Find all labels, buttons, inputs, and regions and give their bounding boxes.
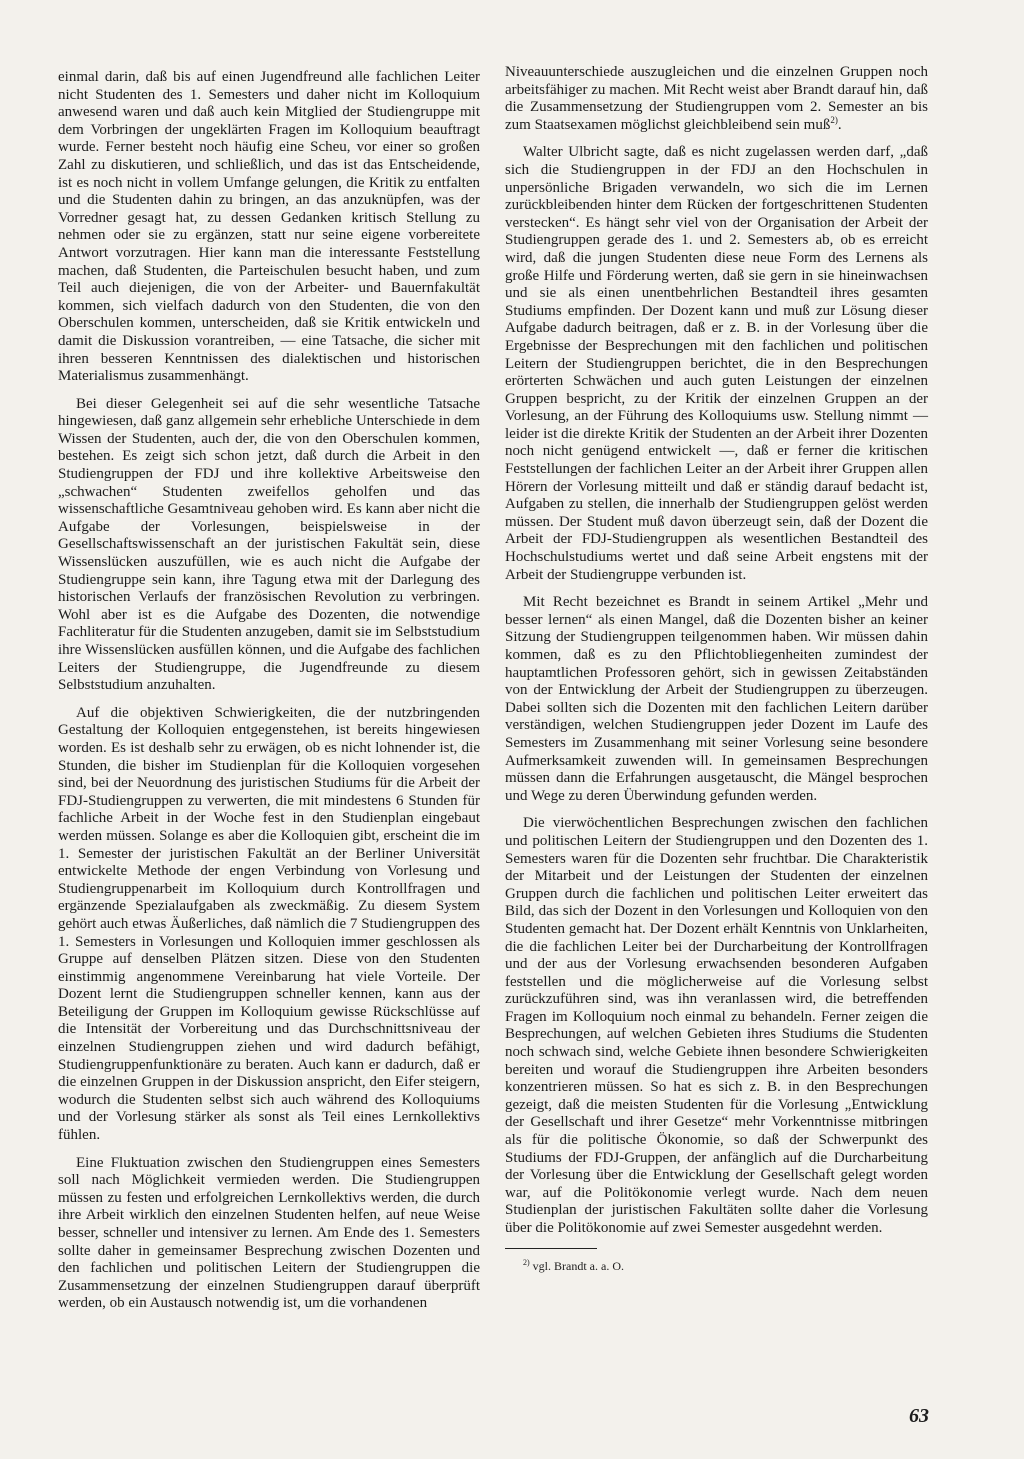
footnote-divider xyxy=(505,1248,597,1249)
footnote xyxy=(505,1259,928,1273)
paragraph: Bei dieser Gelegenheit sei auf die sehr wesentliche Tatsache hingewiesen, daß ganz allgemein sehr erhebliche Unterschiede in dem Wissen der Studenten, auch der, die von den Oberschulen kommen, bestehen. Es zeigt sich schon jetzt, daß durch die Arbeit in den Studiengruppen der FDJ und ihre kollektive Arbeitsweise den „schwachen“ Studenten zweifellos geholfen und das wissenschaftliche Gesamtniveau gehoben wird. Es kann aber nicht die Aufgabe der Vorlesungen, beispielsweise in der Gesellschaftswissenschaft an der juristischen Fakultät sein, diese Wissenslücken auszufüllen, wie es auch nicht die Aufgabe der Studiengruppe sein kann, ihre Tagung etwa mit der Darlegung des historischen Verlaufs der französischen Revolution zu verbringen. Wohl aber ist es die Aufgabe des Dozenten, die notwendige Fachliteratur für die Studenten anzugeben, damit sie im Selbststudium ihre Wissenslücken ausfüllen können, und die Aufgabe des fachlichen Leiters der Studiengruppe, die Jugendfreunde zu diesem Selbststudium anzuhalten. xyxy=(58,395,480,694)
paragraph: Auf die objektiven Schwierigkeiten, die der nutzbringenden Gestaltung der Kolloquien entgegenstehen, ist bereits hingewiesen worden. Es ist deshalb sehr zu erwägen, ob es nicht lohnender ist, die Stunden, die bisher im Studienplan für die Kolloquien vorgesehen sind, bei der Neuordnung des juristischen Studiums für die Arbeit der FDJ-Studiengruppen zu verwerten, die mit mindestens 6 Stunden für fachliche Arbeit in der Woche fest in den Studienplan eingebaut werden müssen. Solange es aber die Kolloquien gibt, erscheint die im 1. Semester der juristischen Fakultät an der Berliner Universität entwickelte Methode der engen Verbindung von Vorlesung und Studiengruppenarbeit im Kolloquium durch Kontrollfragen und ergänzende Spezialaufgaben als zweckmäßig. Zu diesem System gehört auch etwas Äußerliches, daß nämlich die 7 Studiengruppen des 1. Semesters in Vorlesungen und Kolloquien immer geschlossen als Gruppe auf denselben Plätzen sitzen. Diese von den Studenten einstimmig angenommene Vereinbarung hat viele Vorteile. Der Dozent lernt die Studiengruppen schneller kennen, kann aus der Beteiligung der Gruppen im Kolloquium gewisse Rückschlüsse auf die Intensität der Vorbereitung und das Durchschnittsniveau der einzelnen Studiengruppen ziehen und wird dadurch befähigt, Studiengruppenfunktionäre zu beraten. Auch kann er dadurch, daß er die einzelnen Gruppen in der Diskussion anspricht, den Eifer steigern, wodurch die Studenten selbst sich auch während des Kolloquiums und der Vorlesung stärker als sonst als Teil eines Lernkollektivs fühlen. xyxy=(58,704,480,1144)
paragraph: Die vierwöchentlichen Besprechungen zwischen den fachlichen und politischen Leitern der Studiengruppen und den Dozenten des 1. Semesters waren für die Dozenten sehr fruchtbar. Die Charakteristik der Mitarbeit und der Leistungen der Studenten der einzelnen Gruppen durch die fachlichen und politischen Leiter erweitert das Bild, das sich der Dozent in den Vorlesungen und Kolloquien von den Studenten gemacht hat. Der Dozent erhält Kenntnis von Unklarheiten, die die fachlichen Leiter bei der Durcharbeitung der Kontrollfragen und der aus der Vorlesung erwachsenden besonderen Aufgaben feststellen und die möglicherweise auf die Vorlesung selbst zurückzuführen sind, was ihn veranlassen wird, die betreffenden Fragen im Kolloquium noch einmal zu behandeln. Ferner zeigen die Besprechungen, auf welchen Gebieten ihres Studiums die Studenten noch schwach sind, welche Gebiete ihnen besondere Schwierigkeiten bereiten und worauf die Studiengruppen ihre Arbeiten besonders konzentrieren müssen. So hat es sich z. B. in den Besprechungen gezeigt, daß die meisten Studenten für die Vorlesung „Entwicklung der Gesellschaft und ihrer Gesetze“ mehr Vorkenntnisse mitbringen als für die politische Ökonomie, so daß der Schwerpunkt des Studiums der FDJ-Gruppen, der anfänglich auf die Durcharbeitung der Vorlesung über die Entwicklung der Gesellschaft gelegt worden war, auf die Politökonomie verlegt wurde. Nach dem neuen Studienplan der juristischen Fakultäten sollte daher die Vorlesung über die Politökonomie auf zwei Semester ausgedehnt werden. xyxy=(505,815,928,1236)
footnote-text: vgl. Brandt a. a. O. xyxy=(532,1258,624,1273)
paragraph: einmal darin, daß bis auf einen Jugendfreund alle fachlichen Leiter nicht Studenten des 1. Semesters und daher nicht im Kolloquium anwesend waren und daß auch kein Mitglied der Studiengruppe mit dem Vorbringen der ungeklärten Fragen im Kolloquium beauftragt wurde. Ferner besteht noch häufig eine Scheu, vor einer so großen Zahl zu diskutieren, und schließlich, und das ist das Entscheidende, ist es noch nicht in vollem Umfange gelungen, die Kritik zu entfalten und die Studenten dahin zu bringen, an das anzuknüpfen, was der Vorredner gesagt hat, zu dessen Gedanken kritisch Stellung zu nehmen oder sie zu ergänzen, statt nur seine eigene vorbereitete Antwort vorzutragen. Hier kann man die interessante Feststellung machen, daß Studenten, die Parteischulen besucht haben, und zum Teil auch diejenigen, die von der Arbeiter- und Bauernfakultät kommen, sich vielfach dadurch von den Studenten, die von den Oberschulen kommen, unterscheiden, daß sie Kritik entwickeln und damit die Diskussion vorantreiben, — eine Tatsache, die sicher mit ihren besseren Kenntnissen des dialektischen und historischen Materialismus zusammenhängt. xyxy=(58,69,480,385)
paragraph-text: Niveauunterschiede auszugleichen und die einzelnen Gruppen noch arbeitsfähiger zu machen. Mit Recht weist aber Brandt darauf hin, daß die Zusammensetzung der Studiengruppen vom 2. Semester an bis zum Staatsexamen möglichst gleichbleibend sein muß xyxy=(505,64,928,133)
left-column xyxy=(58,69,480,1323)
paragraph xyxy=(505,64,928,134)
page-number: 63 xyxy=(909,1405,929,1427)
footnote-mark: 2) xyxy=(523,1257,530,1267)
paragraph: Mit Recht bezeichnet es Brandt in seinem Artikel „Mehr und besser lernen“ als einen Mangel, daß die Dozenten bisher an keiner Sitzung der Studiengruppen teilgenommen haben. Wir müssen dahin kommen, daß es zu den Pflichtobliegenheiten zumindest der hauptamtlichen Professoren gehört, sich in gewissen Zeitabständen von der Entwicklung der Arbeit der Studiengruppen zu überzeugen. Dabei sollten sich die Dozenten mit den fachlichen Leitern darüber verständigen, welchen Studiengruppen jeder Dozent im Laufe des Semesters im Zusammenhang mit seiner Vorlesung seine besondere Aufmerksamkeit zuwenden will. In gemeinsamen Besprechungen müssen dann die Erfahrungen ausgetauscht, die Mängel besprochen und Wege zu deren Überwindung gefunden werden. xyxy=(505,594,928,804)
footnote-reference: 2) xyxy=(830,114,838,125)
right-column xyxy=(505,64,928,1283)
paragraph: Walter Ulbricht sagte, daß es nicht zugelassen werden darf, „daß sich die Studiengruppen in der FDJ an den Hochschulen in unpersönliche Brigaden verwandeln, wo sich die im Lernen zurückbleibenden hinter dem Rücken der fortgeschrittenen Studenten verstecken“. Es hängt sehr viel von der Organisation der Arbeit der Studiengruppen gerade des 1. und 2. Semesters ab, ob es erreicht wird, daß die jungen Studenten diese neue Form des Lernens als große Hilfe und Förderung werten, daß sie gern in sie hineinwachsen und sie als einen unentbehrlichen Bestandteil ihres gesamten Studiums empfinden. Der Dozent kann und muß zur Lösung dieser Aufgabe dadurch beitragen, daß er z. B. in der Vorlesung über die Ergebnisse der Besprechungen mit den fachlichen und politischen Leitern der Studiengruppen berichtet, die in den Besprechungen erörterten Schwächen und auch guten Leistungen der einzelnen Gruppen bespricht, zu der Kritik der einzelnen Gruppen an der Vorlesung, an der Führung des Kolloquiums usw. Stellung nimmt — leider ist die direkte Kritik der Studenten an der Arbeit ihrer Dozenten noch nicht genügend entwickelt —, daß er ferner die kritischen Feststellungen der fachlichen Leiter an der Arbeit ihrer Gruppen allen Hörern der Vorlesung mitteilt und daß er ständig darauf bedacht ist, Aufgaben zu stellen, die innerhalb der Studiengruppen gelöst werden müssen. Der Student muß davon überzeugt sein, daß der Dozent die Arbeit der FDJ-Studiengruppen als wesentlichen Bestandteil des Hochschulstudiums wertet und daß seine Arbeit engstens mit der Arbeit der Studiengruppe verbunden ist. xyxy=(505,144,928,583)
paragraph: Eine Fluktuation zwischen den Studiengruppen eines Semesters soll nach Möglichkeit vermieden werden. Die Studiengruppen müssen zu festen und erfolgreichen Lernkollektivs werden, die durch ihre Arbeit wirklich den einzelnen Studenten helfen, auf neue Weise besser, schneller und intensiver zu lernen. Am Ende des 1. Semesters sollte daher in gemeinsamer Besprechung zwischen Dozenten und den fachlichen und politischen Leitern der Studiengruppen die Zusammensetzung der einzelnen Studiengruppen darauf überprüft werden, ob ein Austausch notwendig ist, um die vorhandenen xyxy=(58,1154,480,1312)
paragraph-end: . xyxy=(837,116,842,133)
